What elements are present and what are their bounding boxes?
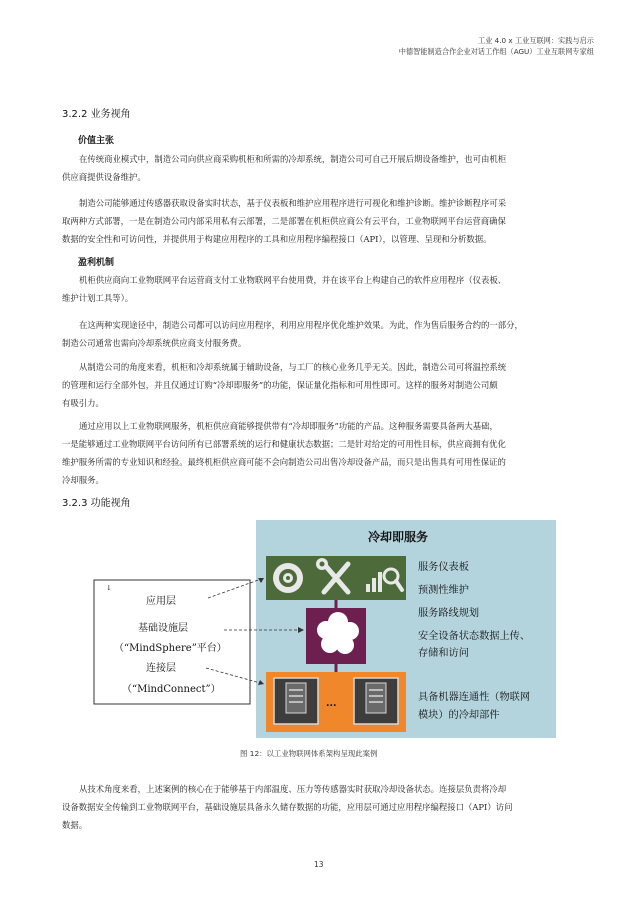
page-number: 13 [314,860,324,869]
layer-connectivity-module: （“MindConnect”） [122,684,221,695]
text-line: 在传统商业模式中，制造公司向供应商采购机柜和所需的冷却系统，制造公司可自己开展后期设备维护，也可由机柜 [79,154,507,164]
profit-paragraph-2 [62,316,582,352]
text-line: 数据的安全性和可访问性，并提供用于构建应用程序的工具和应用程序编程接口（API），以管理、呈现和分析数据。 [62,234,492,244]
layer-application: 应用层 [146,596,176,607]
layer-infrastructure-platform: （“MindSphere”平台） [114,643,227,654]
text-line: 设备数据安全传输到工业物联网平台，基础设施层具备永久储存数据的功能，应用层可通过应用程序编程接口（API）访问 [62,802,513,812]
text-line: 制造公司能够通过传感器获取设备实时状态，基于仪表板和维护应用程序进行可视化和维护诊断。维护诊断程序可采 [79,198,507,208]
text-line: 通过应用以上工业物联网服务，机柜供应商能够提供带有“冷却即服务”功能的产品。这种服务需要具备两大基础， [79,421,498,431]
text-line: 冷却服务。 [62,475,104,485]
layer-connectivity: 连接层 [146,663,176,674]
profit-heading: 盈利机制 [78,258,115,268]
profit-paragraph-1 [62,271,582,307]
header-line-1: 工业 4.0 x 工业互联网：实践与启示 [478,36,594,45]
architecture-figure [86,518,562,740]
feature-dashboard: 服务仪表板 [418,562,469,573]
value-prop-paragraph-1 [62,150,582,186]
profit-paragraph-4 [62,417,582,489]
profit-paragraph-3 [62,358,582,412]
feature-predictive-maintenance: 预测性维护 [418,585,469,596]
text-line: 取两种方式部署，一是在制造公司内部采用私有云部署，二是部署在机柜供应商公有云平台，工业物联网平台运营商确保 [62,216,506,226]
text-line: 从技术角度来看，上述案例的核心在于能够基于内部温度、压力等传感器实时获取冷却设备状态。连接层负责将冷却 [79,784,507,794]
text-line: 数据。 [62,820,88,830]
closing-paragraph [62,780,582,834]
cooling-unit-icon-2 [354,678,398,724]
feature-route-planning: 服务路线规划 [418,608,480,619]
feature-storage-access: 存储和访问 [418,648,469,659]
text-line: 供应商提供设备维护。 [62,172,146,182]
text-line: 机柜供应商向工业物联网平台运营商支付工业物联网平台使用费，并在该平台上构建自己的软件应用程序（仪表板、 [79,275,507,285]
text-line: 维护计划工具等）。 [62,293,134,303]
text-line: 的管理和运行全部外包，并且仅通过订购“冷却即服务”的功能，保证量化指标和可用性即可。这样的服务对制造公司颇 [62,380,498,390]
cooling-unit-icon-1 [274,678,318,724]
text-line: 有吸引力。 [62,398,104,408]
device-ellipsis: ... [326,698,337,709]
service-title: 冷却即服务 [368,530,429,544]
device-label-2: 模块）的冷却部件 [418,710,500,721]
text-line: 制造公司通常也需向冷却系统供应商支付服务费。 [62,338,247,348]
value-prop-paragraph-2 [62,194,582,248]
device-label-1: 具备机器连通性（物联网 [418,692,531,703]
header-line-2: 中德智能制造合作企业对话工作组（AGU）工业互联网专家组 [398,47,594,56]
section-322-title: 3.2.2 业务视角 [62,109,131,120]
value-prop-heading: 价值主张 [78,136,115,146]
text-line: 在这两种实现途径中，制造公司都可以访问应用程序，利用应用程序优化维护效果。为此，作为售后服务合约的一部分， [79,320,523,330]
feature-data-upload: 安全设备状态数据上传、 [418,631,531,642]
text-line: 从制造公司的角度来看，机柜和冷却系统属于辅助设备，与工厂的核心业务几乎无关。因此，制造公司可将温控系统 [79,362,507,372]
down-arrow-icon: ↓ [106,584,112,592]
layer-infrastructure: 基础设施层 [138,623,188,634]
disc-icon [273,563,303,593]
text-line: 维护服务所需的专业知识和经验。最终机柜供应商可能不会向制造公司出售冷却设备产品，而只是出售具有可用性保证的 [62,457,506,467]
text-line: 一是能够通过工业物联网平台访问所有已部署系统的运行和健康状态数据；二是针对给定的可用性目标，供应商拥有优化 [62,439,506,449]
section-323-title: 3.2.3 功能视角 [62,498,131,509]
figure-caption: 图 12：以工业物联网体系架构呈现此案例 [240,749,378,758]
